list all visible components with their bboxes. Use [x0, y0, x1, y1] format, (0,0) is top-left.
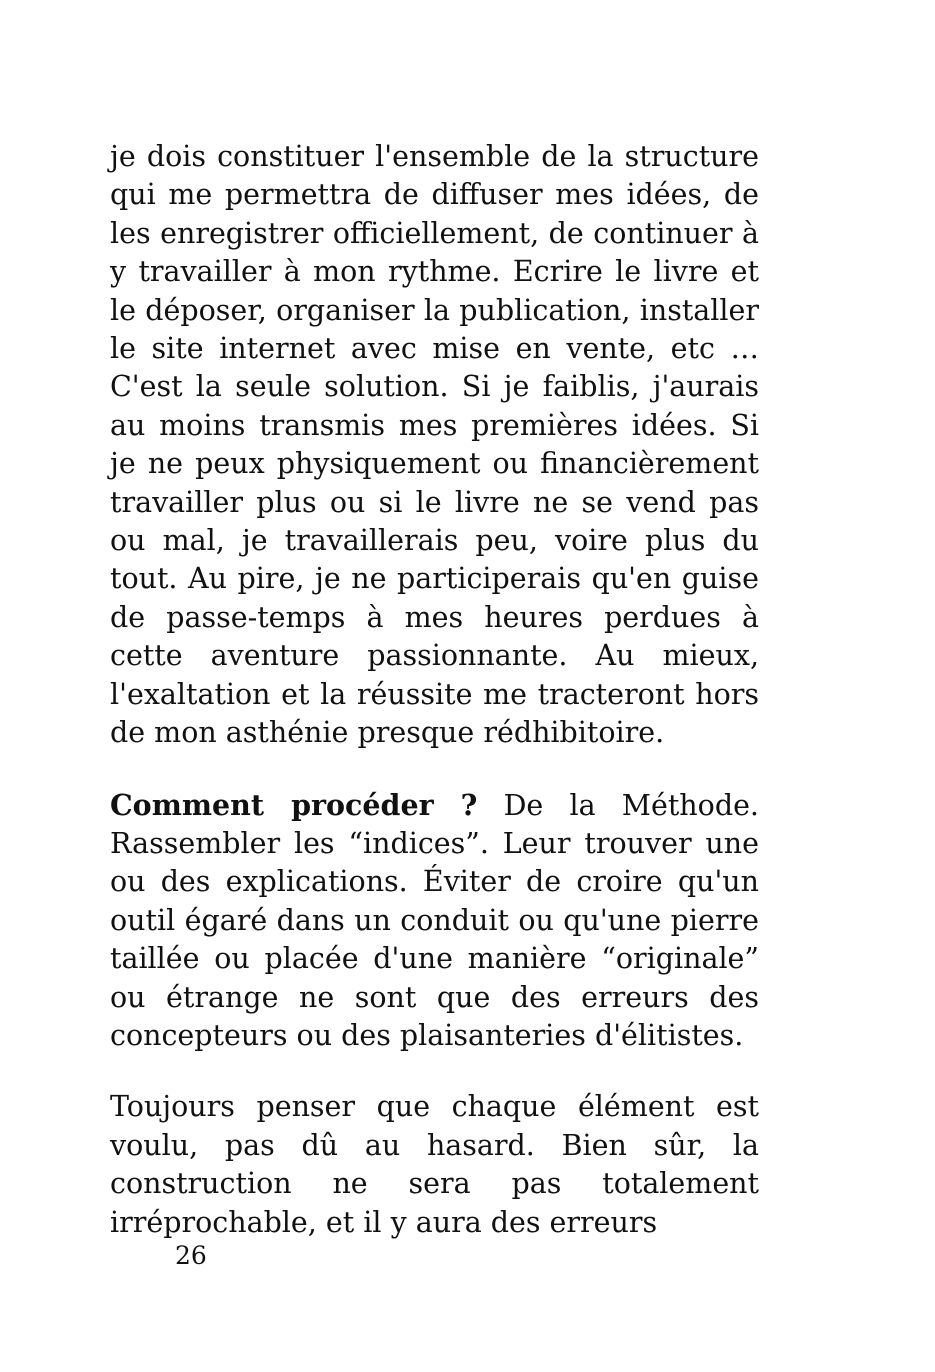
page-number: 26	[175, 1241, 207, 1270]
paragraph-2-text: De la Méthode. Rassembler les “indices”. Leur trouver une ou des explications. Éviter de croire qu'un outil égaré dans un conduit ou qu'une pierre taillée ou placée d'une manière “originale” ou étrange ne sont que des erreurs des concepteurs ou des plaisanteries d'élitistes.	[110, 788, 759, 1052]
paragraph-1	[110, 138, 759, 753]
page-body	[110, 138, 759, 1242]
paragraph-2	[110, 786, 759, 1056]
paragraph-1-text: je dois constituer l'ensemble de la structure qui me permettra de diffuser mes idées, de les enregistrer officiellement, de continuer à y travailler à mon rythme. Ecrire le livre et le déposer, organiser la publication, installer le site internet avec mise en vente, etc … C'est la seule solution. Si je faiblis, j'aurais au moins transmis mes premières idées. Si je ne peux physiquement ou financièrement travailler plus ou si le livre ne se vend pas ou mal, je travaillerais peu, voire plus du tout. Au pire, je ne participerais qu'en guise de passe-temps à mes heures perdues à cette aventure passionnante. Au mieux, l'exaltation et la réussite me tracteront hors de mon asthénie presque rédhibitoire.	[110, 140, 759, 750]
paragraph-3-text: Toujours penser que chaque élément est voulu, pas dû au hasard. Bien sûr, la construction ne sera pas totalement irréprochable, et il y aura des erreurs	[110, 1090, 759, 1239]
paragraph-3	[110, 1088, 759, 1242]
paragraph-2-lead: Comment procéder ?	[110, 787, 478, 822]
